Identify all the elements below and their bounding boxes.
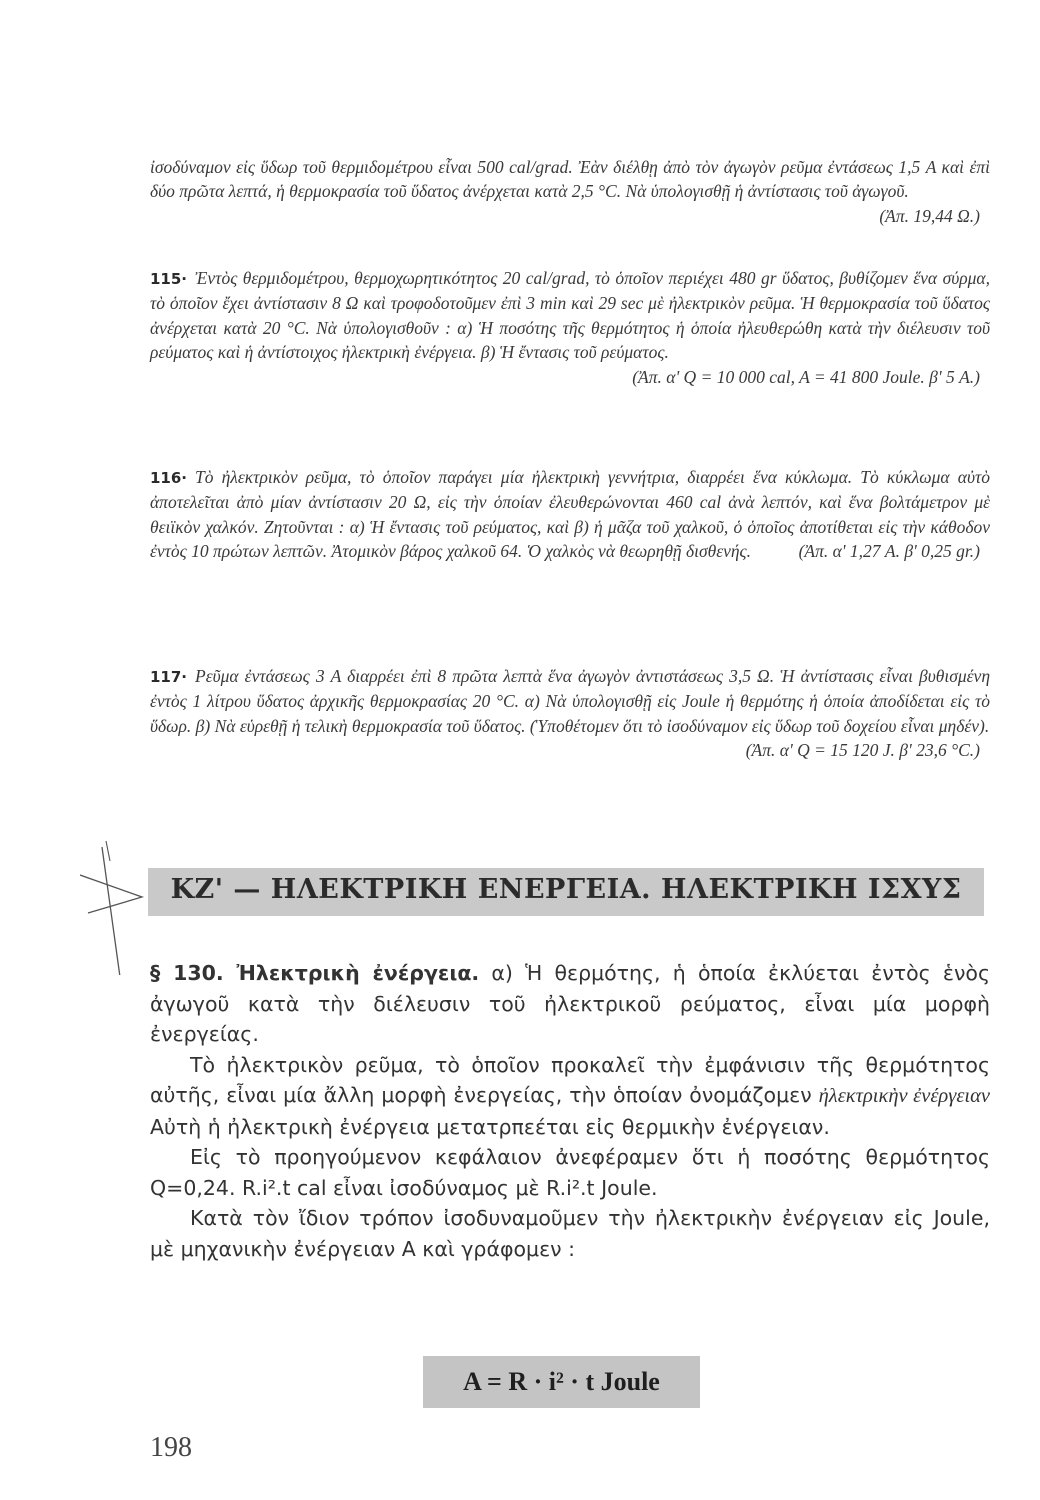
formula-box [423,1356,700,1408]
section-paragraph-1: § 130. Ἠλεκτρικὴ ἐνέργεια. α) Ἡ θερμότης, ἡ ὁποία ἐκλύεται ἐντὸς ἑνὸς ἀγωγοῦ κατὰ τὴν διέλευσιν τοῦ ἠλεκτρικοῦ ρεύματος, εἶναι μία μορφὴ ἐνεργείας. [150,961,990,1046]
problem-text: Τὸ ἠλεκτρικὸν ρεῦμα, τὸ ὁποῖον παράγει μία ἠλεκτρικὴ γεννήτρια, διαρρέει ἕνα κύκλωμα. Τὸ κύκλωμα αὐτὸ ἀποτελεῖται ἀπὸ μίαν ἀντίστασιν 20 Ω, εἰς τὴν ὁποίαν ἐλευθερώνονται 460 cal ἀνὰ λεπτόν, καὶ ἕνα βολτάμετρον μὲ θειϊκὸν χαλκόν. Ζητοῦνται : α) Ἡ ἔντασις τοῦ ρεύματος, καὶ β) ἡ μᾶζα τοῦ χαλκοῦ, ὁ ὁποῖος ἀποτίθεται εἰς τὴν κάθοδον ἐντὸς 10 πρώτων λεπτῶν. Ἀτομικὸν βάρος χαλκοῦ 64. Ὁ χαλκὸς νὰ θεωρηθῇ δισθενής. [150,467,990,562]
problem-number: 117· [150,668,188,686]
formula-text: A = R · i² · t Joule [463,1367,660,1396]
problem-117 [150,664,990,763]
previous-problem-continuation [150,155,990,228]
section-paragraph-4: Κατὰ τὸν ἴδιον τρόπον ἰσοδυναμοῦμεν τὴν ἠλεκτρικὴν ἐνέργειαν εἰς Joule, μὲ μηχανικὴν ἐνέργειαν A καὶ γράφομεν : [150,1206,990,1261]
section-heading: § 130. Ἠλεκτρικὴ ἐνέργεια. [150,961,480,985]
section-paragraph-3: Εἰς τὸ προηγούμενον κεφάλαιον ἀνεφέραμεν ὅτι ἡ ποσότης θερμότητος Q=0,24. R.i².t cal εἶναι ἰσοδύναμος μὲ R.i².t Joule. [150,1145,990,1200]
problem-answer: (Ἀπ. α' Q = 10 000 cal, A = 41 800 Joule. β' 5 A.) [632,366,980,387]
problem-number: 115· [150,270,188,288]
problem-text: Ρεῦμα ἐντάσεως 3 A διαρρέει ἐπὶ 8 πρῶτα λεπτὰ ἕνα ἀγωγὸν ἀντιστάσεως 3,5 Ω. Ἡ ἀντίστασις εἶναι βυθισμένη ἐντὸς 1 λίτρου ὕδατος ἀρχικῆς θερμοκρασίας 20 °C. α) Νὰ ὑπολογισθῇ εἰς Joule ἡ θερμότης ἡ ὁποία ἀποδίδεται εἰς τὸ ὕδωρ. β) Νὰ εὑρεθῇ ἡ τελικὴ θερμοκρασία τοῦ ὕδατος. (Ὑποθέτομεν ὅτι τὸ ἰσοδύναμον εἰς ὕδωρ τοῦ δοχείου εἶναι μηδέν). [150,666,990,736]
section-paragraph-2: Τὸ ἠλεκτρικὸν ρεῦμα, τὸ ὁποῖον προκαλεῖ τὴν ἐμφάνισιν τῆς θερμότητος αὐτῆς, εἶναι μία ἄλλη μορφὴ ἐνεργείας, τὴν ὁποίαν ὀνομάζομεν ἠλεκτρικὴν ἐνέργειαν Αὐτὴ ἡ ἠλεκτρικὴ ἐνέργεια μετατρπεέται εἰς θερμικὴν ἐνέργειαν. [150,1052,990,1139]
previous-problem-answer: (Ἀπ. 19,44 Ω.) [879,205,980,226]
problem-115 [150,266,990,389]
problem-number: 116· [150,469,188,487]
section-130-body [150,958,990,1264]
chapter-heading-banner [148,868,984,916]
problem-answer: (Ἀπ. α' Q = 15 120 J. β' 23,6 °C.) [745,740,980,761]
chapter-title: ΚΖ' — ΗΛΕΚΤΡΙΚΗ ΕΝΕΡΓΕΙΑ. ΗΛΕΚΤΡΙΚΗ ΙΣΧΥΣ [170,874,962,905]
problem-116 [150,465,990,564]
problem-text: Ἐντὸς θερμιδομέτρου, θερμοχωρητικότητος 20 cal/grad, τὸ ὁποῖον περιέχει 480 gr ὕδατος, βυθίζομεν ἕνα σύρμα, τὸ ὁποῖον ἔχει ἀντίστασιν 8 Ω καὶ τροφοδοτοῦμεν ἐπὶ 3 min καὶ 29 sec μὲ ἠλεκτρικὸν ρεῦμα. Ἡ θερμοκρασία τοῦ ὕδατος ἀνέρχεται κατὰ 20 °C. Νὰ ὑπολογισθοῦν : α) Ἡ ποσότης τῆς θερμότητος ἡ ὁποία ἠλευθερώθη κατὰ τὴν διέλευσιν τοῦ ρεύματος καὶ ἡ ἀντίστοιχος ἠλεκτρικὴ ἐνέργεια. β) Ἡ ἔντασις τοῦ ρεύματος. [150,268,990,363]
previous-problem-text: ἰσοδύναμον εἰς ὕδωρ τοῦ θερμιδομέτρου εἶναι 500 cal/grad. Ἐὰν διέλθῃ ἀπὸ τὸν ἀγωγὸν ρεῦμα ἐντάσεως 1,5 A καὶ ἐπὶ δύο πρῶτα λεπτά, ἡ θερμοκρασία τοῦ ὕδατος ἀνέρχεται κατὰ 2,5 °C. Νὰ ὑπολογισθῇ ἡ ἀντίστασις τοῦ ἀγωγοῦ. [150,157,990,202]
italic-term: ἠλεκτρικὴν ἐνέργειαν [818,1085,990,1107]
problem-answer: (Ἀπ. α' 1,27 A. β' 0,25 gr.) [798,541,980,562]
page-number: 198 [150,1432,192,1463]
